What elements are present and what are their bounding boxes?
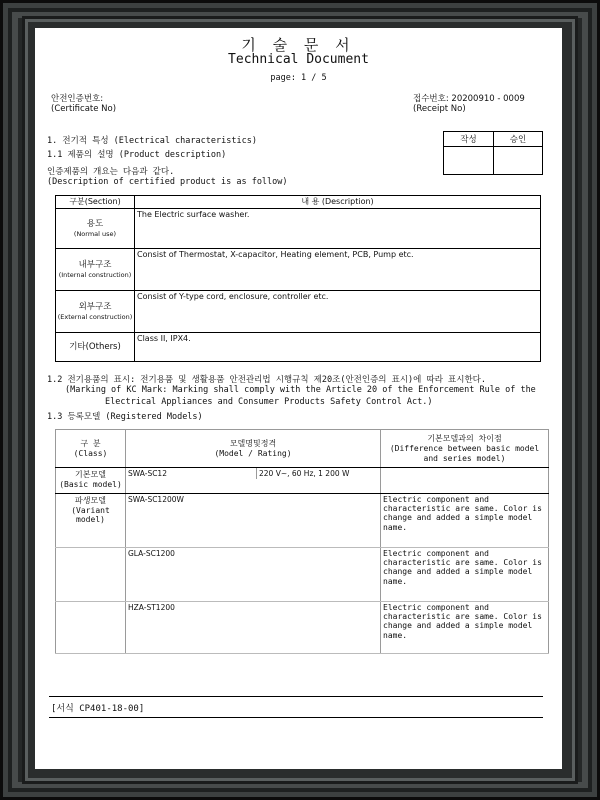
row-value: Class II, IPX4. bbox=[135, 333, 541, 362]
approval-box bbox=[443, 131, 543, 175]
doc-title-korean: 기 술 문 서 bbox=[241, 36, 356, 54]
written-by-cell bbox=[444, 147, 494, 175]
col-model-header: 모델명및정격 bbox=[229, 438, 277, 448]
col-difference-header-en: (Difference between basic model and series model) bbox=[389, 444, 540, 463]
col-section-header: 구분(Section) bbox=[56, 196, 135, 209]
model-name: SWA-SC12 bbox=[126, 468, 257, 479]
col-class-header-en: (Class) bbox=[73, 448, 108, 458]
col-description-header: 내 용 (Description) bbox=[135, 196, 541, 209]
model-class: 파생모델 bbox=[75, 496, 106, 505]
table-row bbox=[56, 494, 549, 548]
section-1-1-heading: 1.1 제품의 설명 (Product description) bbox=[47, 150, 227, 160]
row-value: The Electric surface washer. bbox=[135, 209, 541, 249]
section-1-2-english-1: (Marking of KC Mark: Marking shall comply with the Article 20 of the Enforcement Rule of the bbox=[65, 385, 536, 395]
table-row bbox=[56, 209, 541, 249]
table-row bbox=[56, 548, 549, 602]
row-label: 기타(Others) bbox=[56, 333, 135, 362]
table-row bbox=[56, 468, 549, 494]
description-table bbox=[55, 195, 541, 362]
model-difference bbox=[381, 468, 549, 494]
registered-models-table bbox=[55, 429, 549, 654]
row-label-en: (External construction) bbox=[57, 312, 133, 321]
form-number: [서식 CP401-18-00] bbox=[51, 704, 145, 714]
section-1-3-heading: 1.3 등록모델 (Registered Models) bbox=[47, 412, 203, 422]
certificate-no-label: 안전인증번호: bbox=[51, 94, 104, 104]
section-1-2-heading: 1.2 전기용품의 표시: 전기용품 및 생활용품 안전관리법 시행규칙 제20조(안전인증의 표시)에 따라 표시한다. bbox=[47, 375, 487, 385]
model-rating: 220 V~, 60 Hz, 1 200 W bbox=[259, 469, 350, 478]
model-difference: Electric component and characteristic are same. Color is change and added a simple model name. bbox=[381, 602, 549, 654]
certificate-no-label-en: (Certificate No) bbox=[51, 104, 117, 114]
footer-divider-bottom bbox=[49, 717, 543, 718]
doc-title-english: Technical Document bbox=[228, 52, 369, 67]
row-value: Consist of Thermostat, X-capacitor, Heating element, PCB, Pump etc. bbox=[135, 249, 541, 291]
row-label: 내부구조 bbox=[78, 260, 112, 271]
receipt-no: 접수번호: 20200910 - 0009 bbox=[413, 94, 525, 104]
model-difference: Electric component and characteristic are same. Color is change and added a simple model name. bbox=[381, 494, 549, 548]
row-label: 용도 bbox=[86, 219, 104, 230]
written-by-label: 작성 bbox=[444, 132, 494, 147]
intro-korean: 인증제품의 개요는 다음과 같다. bbox=[47, 167, 175, 177]
row-value: Consist of Y-type cord, enclosure, controller etc. bbox=[135, 291, 541, 333]
model-name: GLA-SC1200 bbox=[126, 548, 381, 602]
model-difference: Electric component and characteristic are same. Color is change and added a simple model name. bbox=[381, 548, 549, 602]
model-name: SWA-SC1200W bbox=[126, 494, 381, 548]
model-class-en: (Variant model) bbox=[71, 506, 110, 524]
table-row bbox=[56, 602, 549, 654]
row-label: 외부구조 bbox=[78, 302, 112, 313]
model-class: 기본모델 bbox=[75, 470, 106, 479]
row-label-en: (Internal construction) bbox=[58, 270, 132, 279]
col-difference-header: 기본모델과의 차이점 bbox=[427, 434, 502, 444]
document-page bbox=[35, 28, 562, 769]
page-number: page: 1 / 5 bbox=[270, 73, 327, 83]
receipt-no-label-en: (Receipt No) bbox=[413, 104, 466, 114]
approved-by-label: 승인 bbox=[494, 132, 543, 147]
table-row bbox=[56, 291, 541, 333]
col-class-header: 구 분 bbox=[80, 438, 101, 448]
footer-divider bbox=[49, 696, 543, 697]
table-row bbox=[56, 249, 541, 291]
row-label-en: (Normal use) bbox=[73, 229, 117, 238]
section-1-heading: 1. 전기적 특성 (Electrical characteristics) bbox=[47, 136, 257, 146]
col-model-header-en: (Model / Rating) bbox=[214, 448, 292, 458]
model-class-en: (Basic model) bbox=[59, 480, 122, 489]
section-1-2-english-2: Electrical Appliances and Consumer Products Safety Control Act.) bbox=[105, 397, 433, 407]
approved-by-cell bbox=[494, 147, 543, 175]
model-name: HZA-ST1200 bbox=[126, 602, 381, 654]
intro-english: (Description of certified product is as follow) bbox=[47, 177, 288, 187]
table-row bbox=[56, 333, 541, 362]
